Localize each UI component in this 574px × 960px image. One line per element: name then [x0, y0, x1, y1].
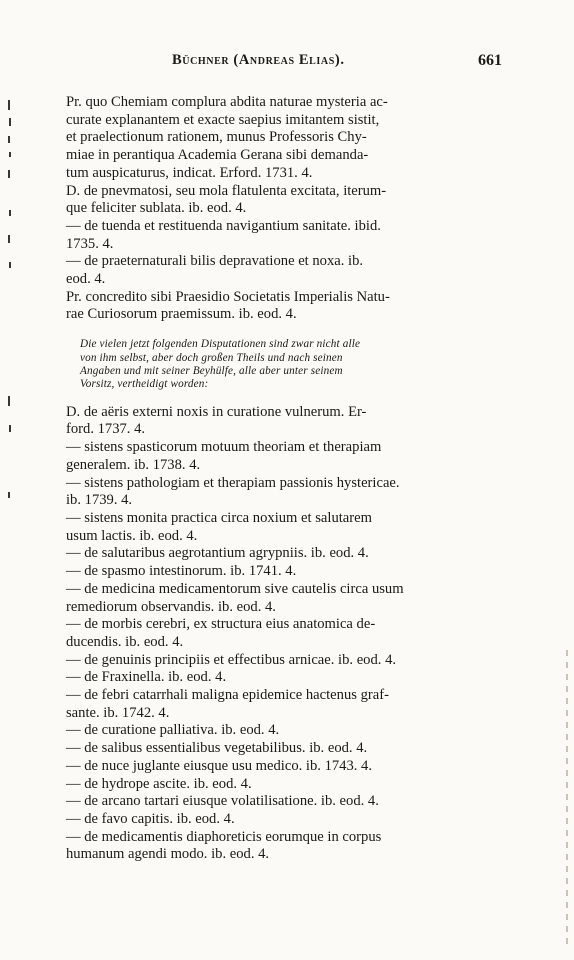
entry-line: — de Fraxinella. ib. eod. 4. — [66, 669, 227, 686]
entries-bottom — [66, 404, 496, 864]
editorial-note — [80, 338, 496, 392]
bibliography-entry — [66, 94, 496, 183]
bibliography-entry — [66, 289, 496, 324]
bibliography-entry — [66, 545, 496, 563]
bibliography-entry — [66, 616, 496, 651]
bibliography-entry — [66, 811, 496, 829]
bibliography-entry — [66, 652, 496, 670]
entry-line: — sistens pathologiam et therapiam passionis hystericae. — [66, 474, 400, 491]
note-line: Die vielen jetzt folgenden Disputationen sind zwar nicht alle — [80, 338, 361, 351]
entry-line: — de nuce juglante eiusque usu medico. ib. 1743. 4. — [66, 757, 372, 774]
entry-line: — de salibus essentialibus vegetabilibus. ib. eod. 4. — [66, 740, 368, 757]
bibliography-entry — [66, 722, 496, 740]
entry-line: Pr. concredito sibi Praesidio Societatis Imperialis Natu- — [66, 288, 390, 305]
entry-line: — de genuinis principiis et effectibus arnicae. ib. eod. 4. — [66, 651, 397, 668]
entry-line: — sistens monita practica circa noxium et salutarem — [66, 509, 372, 526]
bibliography-entry — [66, 581, 496, 616]
entry-line: — de tuenda et restituenda navigantium sanitate. ibid. — [66, 217, 381, 234]
bibliography-entry — [66, 218, 496, 253]
entry-line: 1735. 4. — [66, 235, 114, 252]
entries-top — [66, 94, 496, 324]
bibliography-entry — [66, 510, 496, 545]
entry-line: D. de aëris externi noxis in curatione vulnerum. Er- — [66, 403, 367, 420]
running-header — [172, 52, 502, 72]
entry-line: — de febri catarrhali maligna epidemice hactenus graf- — [66, 687, 389, 704]
note-line: Vorsitz, vertheidigt worden: — [80, 378, 209, 391]
bibliography-entry — [66, 687, 496, 722]
entry-line: miae in perantiqua Academia Gerana sibi demanda- — [66, 147, 369, 164]
entry-line: D. de pnevmatosi, seu mola flatulenta excitata, iterum- — [66, 182, 387, 199]
entry-line: humanum agendi modo. ib. eod. 4. — [66, 846, 270, 863]
entry-line: ib. 1739. 4. — [66, 492, 133, 509]
page-number: 661 — [478, 52, 502, 69]
bibliography-entry — [66, 253, 496, 288]
entry-line: generalem. ib. 1738. 4. — [66, 456, 201, 473]
bibliography-entry — [66, 475, 496, 510]
bibliography-entry — [66, 793, 496, 811]
entry-line: — de medicamentis diaphoreticis eorumque in corpus — [66, 828, 382, 845]
note-line: Angaben und mit seiner Beyhülfe, alle aber unter seinem — [80, 364, 343, 377]
bibliography-entry — [66, 183, 496, 218]
entry-line: curate explanantem et exacte saepius imitantem sistit, — [66, 111, 380, 128]
entry-line: — de morbis cerebri, ex structura eius anatomica de- — [66, 616, 376, 633]
entry-line: eod. 4. — [66, 271, 106, 288]
entry-line: — de curatione palliativa. ib. eod. 4. — [66, 722, 280, 739]
entry-line: remediorum observandis. ib. eod. 4. — [66, 598, 276, 615]
entry-line: et praelectionum rationem, munus Professoris Chy- — [66, 129, 367, 146]
entry-line: — de favo capitis. ib. eod. 4. — [66, 810, 235, 827]
bibliography-entry — [66, 829, 496, 864]
bibliography-entry — [66, 758, 496, 776]
bibliography-entry — [66, 439, 496, 474]
entry-line: ford. 1737. 4. — [66, 421, 146, 438]
entry-line: usum lactis. ib. eod. 4. — [66, 527, 198, 544]
entry-line: — de arcano tartari eiusque volatilisatione. ib. eod. 4. — [66, 793, 379, 810]
left-margin-bleed-marks — [0, 0, 30, 960]
entry-line: — de medicina medicamentorum sive cautelis circa usum — [66, 580, 404, 597]
entry-line: — de spasmo intestinorum. ib. 1741. 4. — [66, 563, 297, 580]
entry-line: sante. ib. 1742. 4. — [66, 704, 170, 721]
entry-line: ducendis. ib. eod. 4. — [66, 633, 184, 650]
bibliography-entry — [66, 776, 496, 794]
entry-line: — de hydrope ascite. ib. eod. 4. — [66, 775, 252, 792]
right-edge-shadow — [566, 650, 568, 950]
entry-line: rae Curiosorum praemissum. ib. eod. 4. — [66, 306, 297, 323]
entry-line: que feliciter sublata. ib. eod. 4. — [66, 200, 247, 217]
entry-line: — sistens spasticorum motuum theoriam et therapiam — [66, 439, 382, 456]
note-line: von ihm selbst, aber doch großen Theils und nach seinen — [80, 351, 343, 364]
bibliography-entry — [66, 404, 496, 439]
bibliography-entry — [66, 563, 496, 581]
entry-line: tum auspicaturus, indicat. Erford. 1731. 4. — [66, 164, 313, 181]
main-text — [66, 94, 496, 864]
bibliography-entry — [66, 740, 496, 758]
bibliography-entry — [66, 669, 496, 687]
header-title: Büchner (Andreas Elias). — [172, 52, 345, 68]
entry-line: Pr. quo Chemiam complura abdita naturae mysteria ac- — [66, 94, 388, 110]
entry-line: — de salutaribus aegrotantium agrypniis. ib. eod. 4. — [66, 545, 369, 562]
entry-line: — de praeternaturali bilis depravatione et noxa. ib. — [66, 253, 364, 270]
